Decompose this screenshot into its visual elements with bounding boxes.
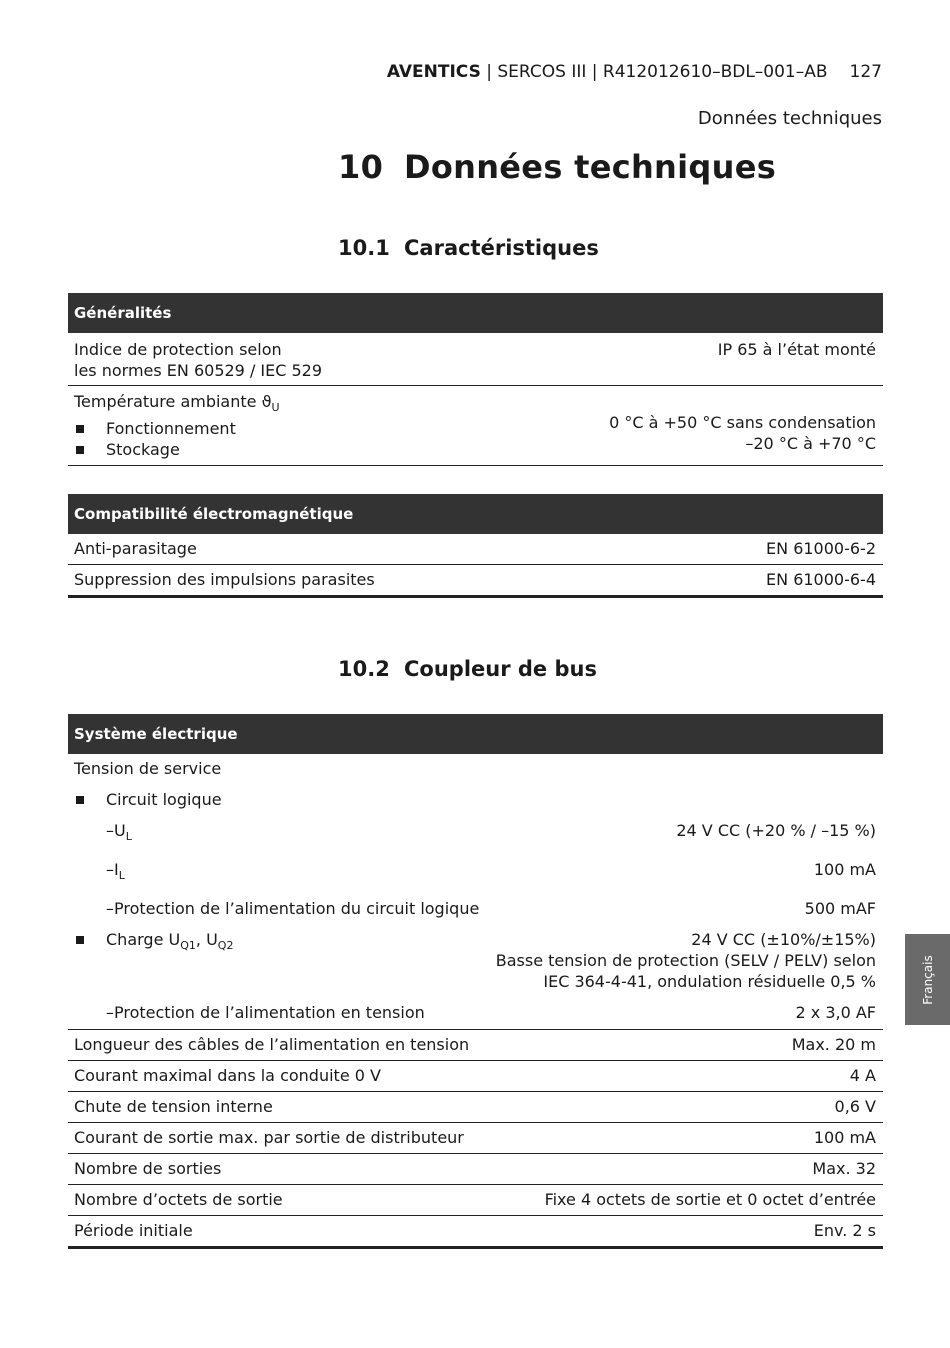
table-row [68, 333, 883, 386]
row-label: Longueur des câbles de l’alimentation en tension [68, 1030, 488, 1061]
row-value: Env. 2 s [488, 1216, 883, 1248]
row-label: –Protection de l’alimentation en tension [106, 1003, 425, 1023]
table-emc [68, 494, 883, 598]
chapter-number: 10 [338, 148, 384, 186]
table-row [68, 1030, 883, 1061]
running-section-label: Données techniques [697, 108, 882, 129]
table-row [68, 816, 883, 855]
row-label: Stockage [74, 439, 454, 460]
table-header: Généralités [68, 293, 883, 333]
row-label: Anti-parasitage [74, 539, 197, 558]
table-row [68, 1061, 883, 1092]
row-value: EN 61000-6-4 [654, 565, 884, 597]
table-general [68, 293, 883, 466]
row-label: Suppression des impulsions parasites [68, 565, 654, 597]
table-header: Compatibilité électromagnétique [68, 494, 883, 534]
row-label: $-U_L$ [106, 821, 132, 844]
table-electrical [68, 714, 883, 1249]
chapter-title: Données techniques [404, 148, 777, 186]
doc-reference: | SERCOS III | R412012610–BDL–001–AB [480, 62, 828, 82]
row-label: Circuit logique [74, 789, 481, 810]
table-row [68, 565, 883, 597]
row-label: –Protection de l’alimentation du circuit logique [106, 899, 480, 919]
row-value: 0 °C à +50 °C sans condensation [609, 413, 876, 432]
language-tab-label: Français [920, 954, 935, 1005]
row-label [74, 391, 454, 418]
language-tab [905, 934, 950, 1025]
table-row [68, 534, 883, 565]
row-value: Max. 20 m [488, 1030, 883, 1061]
table-row [68, 1216, 883, 1248]
row-value: 0,6 V [488, 1092, 883, 1123]
chapter-heading [338, 148, 776, 186]
brand-name: AVENTICS [386, 62, 481, 82]
table-row [68, 855, 883, 894]
row-value: 24 V CC (±10%/±15%) [691, 930, 876, 950]
table-row [68, 386, 883, 466]
row-label: Tension de service [74, 759, 222, 778]
table-row [68, 1185, 883, 1216]
row-value: Basse tension de protection (SELV / PELV) selon [495, 951, 876, 971]
row-label: Courant maximal dans la conduite 0 V [68, 1061, 488, 1092]
section-title: Coupleur de bus [404, 657, 597, 681]
section-heading-1 [338, 236, 599, 260]
table-row [68, 925, 883, 998]
row-label: Charge $U_{Q1}$, $U_{Q2}$ [74, 929, 481, 956]
temp-label: Température ambiante ϑ [74, 392, 272, 411]
section-number: 10.2 [338, 657, 390, 681]
row-label: Fonctionnement [74, 418, 454, 439]
table-row [68, 894, 883, 925]
row-label: Courant de sortie max. par sortie de distributeur [68, 1123, 488, 1154]
row-label: Période initiale [68, 1216, 488, 1248]
row-value: IEC 364-4-41, ondulation résiduelle 0,5 % [543, 972, 876, 992]
row-label: les normes EN 60529 / IEC 529 [74, 361, 323, 380]
row-label: Nombre d’octets de sortie [68, 1185, 488, 1216]
row-value: Fixe 4 octets de sortie et 0 octet d’entrée [488, 1185, 883, 1216]
page-number: 127 [849, 62, 882, 82]
row-value: –20 °C à +70 °C [745, 434, 876, 453]
table-row [68, 1092, 883, 1123]
row-label: Indice de protection selon [74, 340, 282, 359]
table-row [68, 998, 883, 1030]
row-value: 4 A [488, 1061, 883, 1092]
row-label: Nombre de sorties [68, 1154, 488, 1185]
section-title: Caractéristiques [404, 236, 599, 260]
row-value: EN 61000-6-2 [766, 539, 876, 558]
row-value: 100 mA [813, 860, 876, 880]
row-label: Chute de tension interne [68, 1092, 488, 1123]
running-header [387, 62, 882, 82]
row-value: 2 x 3,0 AF [795, 1003, 876, 1023]
table-row [68, 1123, 883, 1154]
temp-subscript: U [271, 401, 280, 415]
row-value: Max. 32 [488, 1154, 883, 1185]
row-value: 100 mA [488, 1123, 883, 1154]
row-label: $-I_L$ [106, 860, 125, 883]
table-row [68, 1154, 883, 1185]
row-value: 500 mAF [804, 899, 876, 919]
section-heading-2 [338, 657, 597, 681]
section-number: 10.1 [338, 236, 390, 260]
row-value: IP 65 à l’état monté [717, 340, 876, 359]
table-row [68, 785, 883, 816]
table-row [68, 754, 883, 785]
row-value: 24 V CC (+20 % / –15 %) [676, 821, 876, 840]
table-header: Système électrique [68, 714, 883, 754]
